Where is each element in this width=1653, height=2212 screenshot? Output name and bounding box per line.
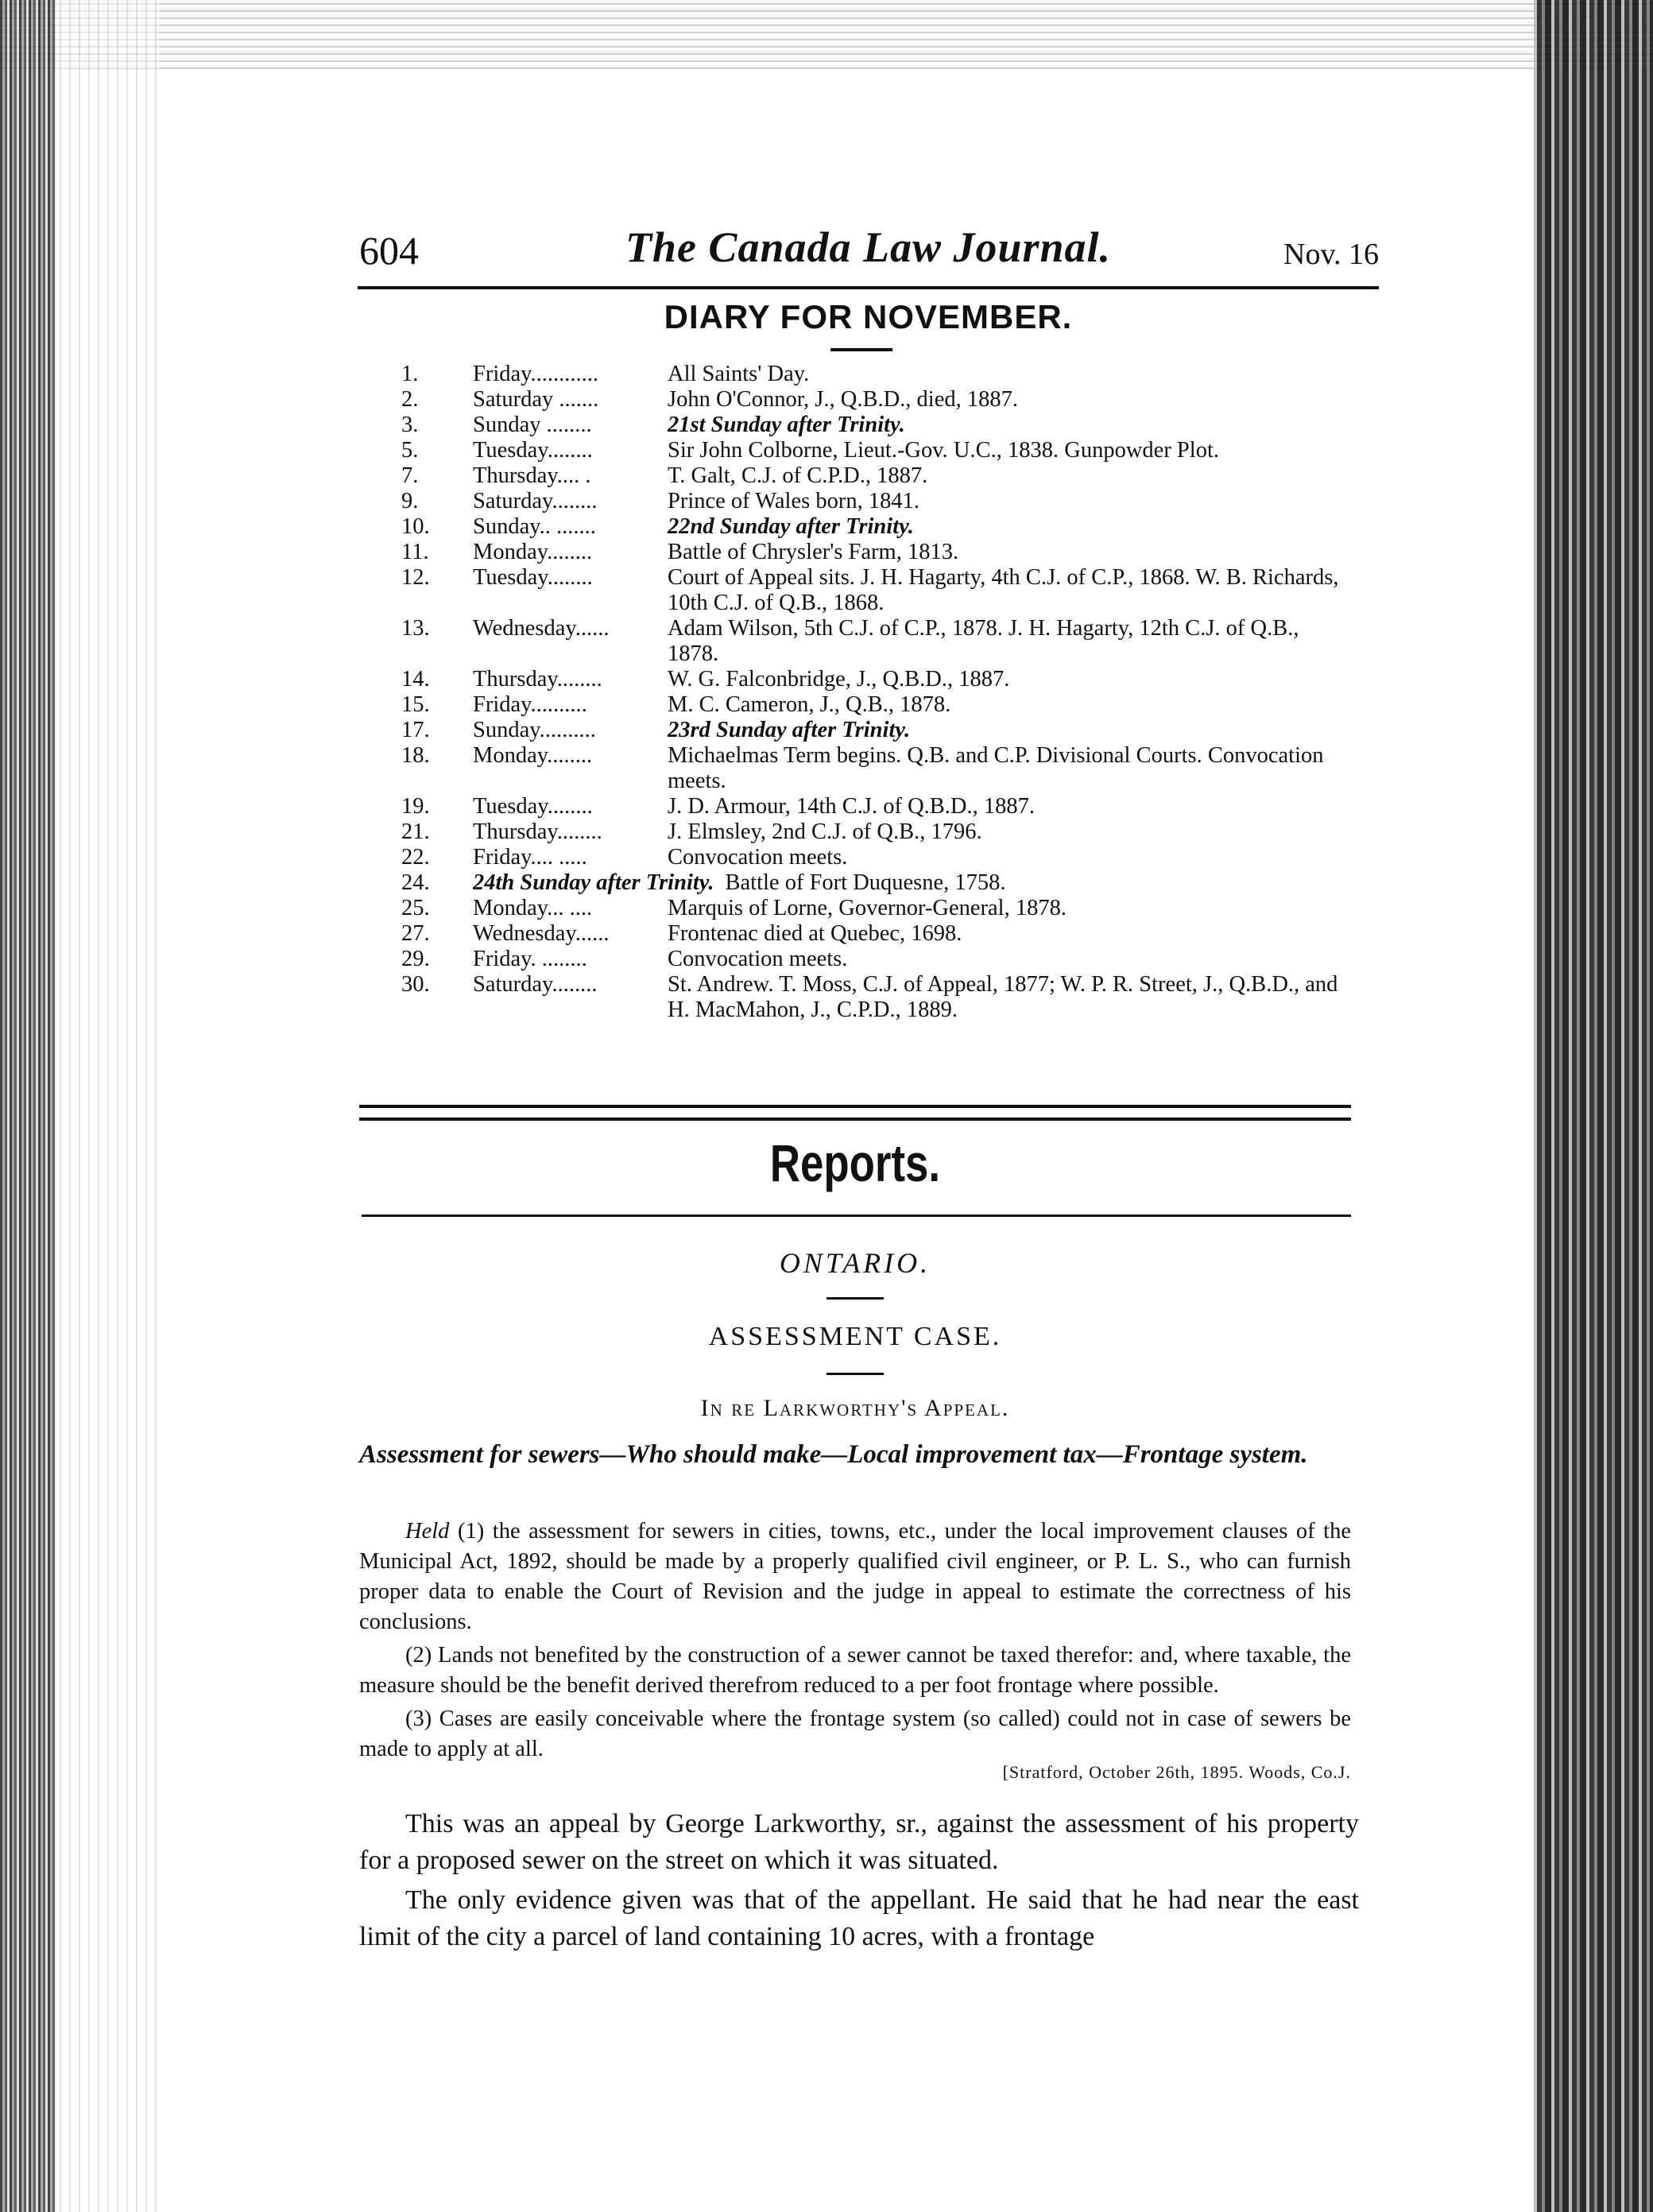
diary-entry (401, 489, 1355, 514)
entry-number: 29. (401, 947, 430, 971)
case-name: In re Larkworthy's Appeal. (700, 1395, 1010, 1421)
entry-number: 13. (401, 616, 430, 641)
heading-divider (830, 348, 892, 351)
held-lead: Held (405, 1519, 450, 1544)
entry-day: Sunday ........ (473, 413, 592, 437)
entry-number: 2. (401, 387, 419, 412)
entry-day: Thursday........ (473, 667, 602, 691)
diary-entry (401, 870, 1355, 896)
entry-text: M. C. Cameron, J., Q.B., 1878. (668, 692, 951, 717)
entry-text: J. D. Armour, 14th C.J. of Q.B.D., 1887. (668, 794, 1035, 819)
entry-text: 23rd Sunday after Trinity. (668, 718, 911, 742)
entry-text: T. Galt, C.J. of C.P.D., 1887. (668, 463, 928, 488)
entry-text: Battle of Fort Duquesne, 1758. (725, 870, 1006, 895)
diary-entry (401, 565, 1355, 616)
entry-text: J. Elmsley, 2nd C.J. of Q.B., 1796. (668, 819, 982, 844)
entry-text: Court of Appeal sits. J. H. Hagarty, 4th C.J. of C.P., 1868. W. B. Richards, 10th C.J. of Q.B., 1868. (668, 565, 1339, 615)
entry-number: 3. (401, 413, 419, 437)
held-paragraph (359, 1704, 1351, 1765)
entry-number: 27. (401, 921, 430, 946)
entry-day: Tuesday........ (473, 565, 593, 590)
body-paragraph: The only evidence given was that of the appellant. He said that he had near the east limit of the city a parcel of land containing 10 acres, with a frontage (359, 1885, 1359, 1951)
entry-day: Monday... .... (473, 896, 593, 920)
entry-day: Wednesday...... (473, 616, 610, 641)
entry-text: Battle of Chrysler's Farm, 1813. (668, 540, 959, 564)
journal-title: The Canada Law Journal. (625, 223, 1112, 271)
entry-day: Monday........ (473, 743, 593, 768)
case-type-heading: ASSESSMENT CASE. (708, 1322, 1002, 1351)
body-paragraph: This was an appeal by George Larkworthy, sr., against the assessment of his property for a proposed sewer on the street on which it was situated. (359, 1809, 1359, 1875)
entry-number: 10. (401, 514, 430, 539)
scan-right-edge (1534, 0, 1653, 2212)
diary-entry (401, 616, 1355, 667)
diary-entry (401, 743, 1355, 794)
entry-text: Michaelmas Term begins. Q.B. and C.P. Divisional Courts. Convocation meets. (668, 743, 1324, 793)
diary-entry (401, 667, 1355, 692)
entry-day: Friday. ........ (473, 947, 587, 971)
case-type-divider (826, 1373, 884, 1375)
entry-day: Wednesday...... (473, 921, 610, 946)
diary-entry (401, 514, 1355, 540)
entry-day: Friday.......... (473, 692, 587, 717)
diary-entry (401, 692, 1355, 718)
diary-entry (401, 947, 1355, 972)
report-body (359, 1806, 1359, 1958)
entry-day: Monday........ (473, 540, 593, 564)
entry-day: Saturday........ (473, 489, 598, 513)
held-text: (1) the assessment for sewers in cities, towns, etc., under the local improvement clauses of the Municipal Act, 1892, should be made by a properly qualified civil engineer, or P. L. S., who can furnish proper data to enable the Court of Revision and the judge in appeal to estimate the correctness of his conclusions. (359, 1519, 1351, 1634)
province-divider (826, 1297, 884, 1300)
entry-text: Frontenac died at Quebec, 1698. (668, 921, 962, 946)
entry-number: 1. (401, 362, 419, 386)
entry-number: 24. (401, 870, 430, 895)
case-citation: [Stratford, October 26th, 1895. Woods, Co.J. (1002, 1762, 1351, 1782)
diary-entry (401, 896, 1355, 921)
reports-rule (362, 1214, 1351, 1217)
entry-text: Prince of Wales born, 1841. (668, 489, 919, 513)
held-paragraphs (359, 1517, 1351, 1768)
entry-text: John O'Connor, J., Q.B.D., died, 1887. (668, 387, 1018, 412)
diary-entry (401, 819, 1355, 845)
entry-number: 19. (401, 794, 430, 819)
entry-number: 7. (401, 463, 419, 488)
page-number: 604 (359, 228, 419, 273)
section-double-rule (359, 1105, 1351, 1121)
diary-entry (401, 794, 1355, 819)
entry-day: Tuesday........ (473, 794, 593, 819)
entry-day: Saturday........ (473, 972, 598, 997)
reports-title: Reports. (769, 1133, 941, 1192)
entry-text: W. G. Falconbridge, J., Q.B.D., 1887. (668, 667, 1010, 691)
entry-number: 25. (401, 896, 430, 920)
held-text: (2) Lands not benefited by the construction of a sewer cannot be taxed therefor: and, where taxable, the measure should be the benefit derived therefrom reduced to a per foot frontage where possible. (359, 1643, 1351, 1698)
entry-day: Saturday ....... (473, 387, 599, 412)
diary-entry (401, 540, 1355, 565)
held-paragraph (359, 1517, 1351, 1637)
entry-number: 14. (401, 667, 430, 691)
entry-day: Tuesday........ (473, 438, 593, 463)
diary-entry (401, 463, 1355, 489)
entry-text: 22nd Sunday after Trinity. (668, 514, 914, 539)
diary-entry (401, 362, 1355, 387)
diary-heading: DIARY FOR NOVEMBER. (664, 298, 1073, 335)
entry-text: 21st Sunday after Trinity. (668, 413, 905, 437)
entry-text: Convocation meets. (668, 845, 848, 870)
headnote: Assessment for sewers—Who should make—Local improvement tax—Frontage system. (359, 1440, 1308, 1469)
entry-text: St. Andrew. T. Moss, C.J. of Appeal, 1877; W. P. R. Street, J., Q.B.D., and H. MacMahon, J., C.P.D., 1889. (668, 972, 1338, 1022)
entry-text: Convocation meets. (668, 947, 848, 971)
diary-entry (401, 438, 1355, 463)
entry-number: 9. (401, 489, 419, 513)
diary-list (401, 362, 1355, 1023)
entry-day: Friday............ (473, 362, 599, 386)
scan-left-shadow (56, 0, 159, 2212)
entry-number: 15. (401, 692, 430, 717)
held-text: (3) Cases are easily conceivable where the frontage system (so called) could not in case of sewers be made to apply at all. (359, 1706, 1351, 1761)
entry-text: Adam Wilson, 5th C.J. of C.P., 1878. J. H. Hagarty, 12th C.J. of Q.B., 1878. (668, 616, 1299, 666)
entry-number: 5. (401, 438, 419, 463)
entry-day: Thursday.... . (473, 463, 591, 488)
diary-entry (401, 845, 1355, 870)
diary-entry (401, 921, 1355, 947)
scan-top-edge (0, 0, 1653, 72)
scan-left-edge (0, 0, 56, 2212)
diary-entry (401, 387, 1355, 413)
entry-day: Sunday.......... (473, 718, 596, 742)
entry-number: 17. (401, 718, 430, 742)
running-head (358, 223, 1379, 289)
entry-day: Friday.... ..... (473, 845, 587, 870)
entry-number: 21. (401, 819, 430, 844)
entry-number: 30. (401, 972, 430, 997)
entry-number: 18. (401, 743, 430, 768)
entry-number: 11. (401, 540, 429, 564)
province-heading: ONTARIO. (779, 1247, 931, 1279)
entry-text: Sir John Colborne, Lieut.-Gov. U.C., 1838. Gunpowder Plot. (668, 438, 1219, 463)
entry-number: 22. (401, 845, 430, 870)
entry-day: Thursday........ (473, 819, 602, 844)
entry-number: 12. (401, 565, 430, 590)
diary-entry (401, 972, 1355, 1023)
issue-date: Nov. 16 (1283, 238, 1379, 271)
entry-text: Marquis of Lorne, Governor-General, 1878. (668, 896, 1067, 920)
diary-entry (401, 413, 1355, 438)
held-paragraph (359, 1641, 1351, 1701)
entry-text: All Saints' Day. (668, 362, 810, 386)
entry-day: 24th Sunday after Trinity. (473, 870, 714, 895)
entry-day: Sunday.. ....... (473, 514, 596, 539)
diary-entry (401, 718, 1355, 743)
